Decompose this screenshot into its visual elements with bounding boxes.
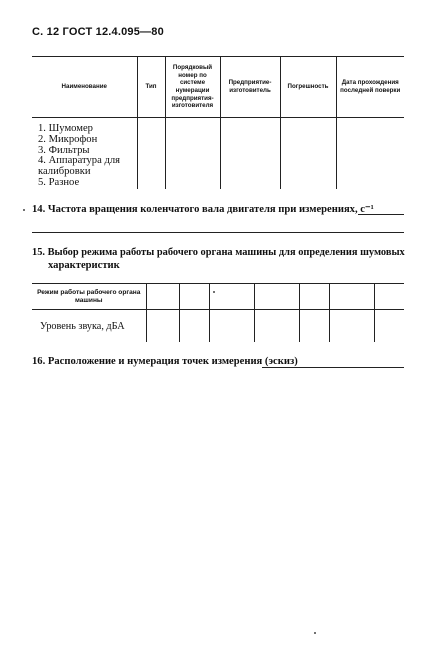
empty-cell — [220, 118, 280, 189]
empty-cell — [374, 310, 404, 343]
col-header-name: Наименование — [32, 57, 137, 118]
col-header-error: Погрешность — [280, 57, 336, 118]
empty-cell — [280, 118, 336, 189]
sound-level-label: Уровень звука, дБА — [32, 310, 146, 343]
empty-cell — [179, 310, 209, 343]
empty-cell — [299, 284, 329, 310]
col-header-manufacturer: Предприятие-изготовитель — [220, 57, 280, 118]
list-item: 4. Аппаратура для калибровки — [38, 155, 120, 178]
empty-cell — [137, 118, 165, 189]
col-header-calibration-date: Дата прохождения последней поверки — [336, 57, 404, 118]
empty-cell — [329, 310, 374, 343]
page-header: С. 12 ГОСТ 12.4.095—80 — [32, 26, 164, 38]
page-speck — [23, 209, 25, 211]
list-item: 5. Разное — [38, 176, 80, 188]
empty-cell — [336, 118, 404, 189]
section-14-text: 14. Частота вращения коленчатого вала двигателя при измерениях, с⁻¹ — [32, 204, 374, 215]
empty-cell — [146, 310, 179, 343]
empty-cell — [329, 284, 374, 310]
col-header-type: Тип — [137, 57, 165, 118]
empty-cell — [209, 310, 254, 343]
empty-cell — [299, 310, 329, 343]
empty-cell — [146, 284, 179, 310]
section-15-text-line2: характеристик — [48, 260, 120, 271]
section-16-fill-line — [262, 367, 404, 368]
empty-cell — [209, 284, 254, 310]
empty-cell — [179, 284, 209, 310]
empty-cell — [254, 310, 299, 343]
section-16-text: 16. Расположение и нумерация точек измерения (эскиз) — [32, 356, 298, 367]
list-item: 2. Микрофон — [38, 133, 98, 145]
instruments-table — [32, 56, 404, 189]
table-speck — [213, 291, 215, 293]
empty-cell — [165, 118, 220, 189]
page-speck-bottom — [314, 632, 316, 634]
section-15-text-line1: 15. Выбор режима работы рабочего органа машины для определения шумовых — [32, 247, 405, 258]
section-14-blank-line — [32, 232, 404, 233]
section-14-fill-line — [358, 214, 404, 215]
noise-mode-table — [32, 283, 404, 342]
empty-cell — [254, 284, 299, 310]
instrument-list — [38, 124, 137, 189]
list-item: 3. Фильтры — [38, 144, 90, 156]
col-header-serial: Порядковый номер по системе нумерации предприятия-изготовителя — [165, 57, 220, 118]
instrument-list-cell — [32, 118, 137, 189]
mode-label: Режим работы рабочего органа машины — [32, 284, 146, 310]
list-item: 1. Шумомер — [38, 123, 93, 134]
empty-cell — [374, 284, 404, 310]
